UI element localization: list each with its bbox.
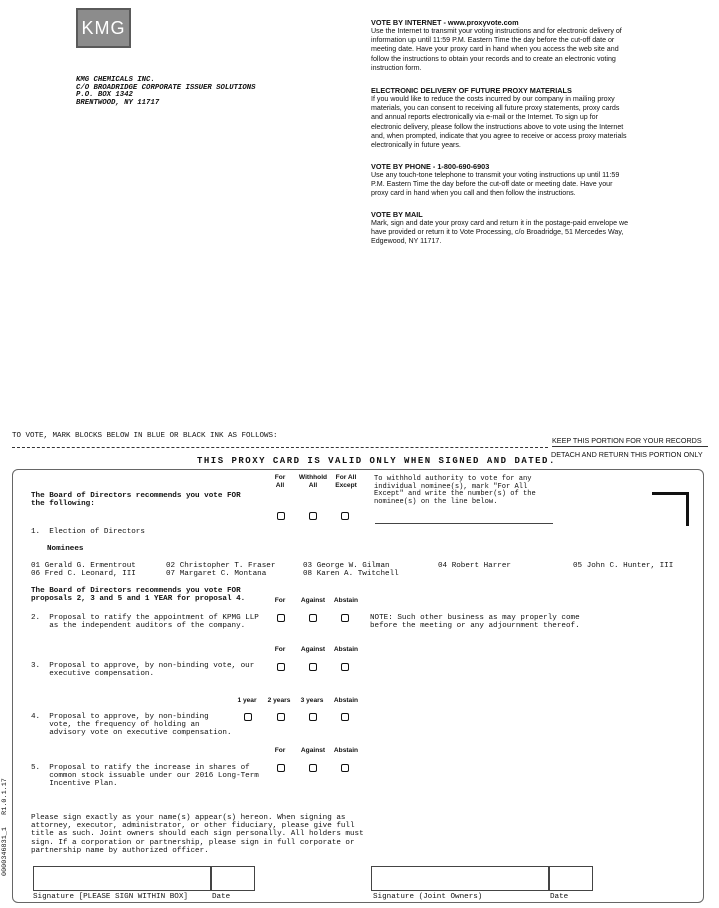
board-recommendation-1: The Board of Directors recommends you vote FOR the following: [31, 492, 241, 509]
mark-instructions: TO VOTE, MARK BLOCKS BELOW IN BLUE OR BLACK INK AS FOLLOWS: [12, 432, 278, 440]
for-all-except-checkbox[interactable] [341, 512, 349, 520]
p3-abstain-checkbox[interactable] [341, 663, 349, 671]
vote-by-phone-section: VOTE BY PHONE - 1-800-690-6903 Use any touch-tone telephone to transmit your voting instructions up until 11:59 P.M. Eastern Time the day before the cut-off date or meeting date. Have your proxy card in hand when you call and then follow the instructions. [371, 162, 671, 199]
p5-col-against: Against [300, 747, 326, 754]
nominee-05: 05 John C. Hunter, III [573, 562, 674, 570]
proposal-5-text: 5. Proposal to ratify the increase in shares of common stock issuable under our 2016 Long-Term Incentive Plan. [31, 764, 259, 789]
company-logo: KMG [76, 8, 131, 48]
p4-col-1year: 1 year [237, 697, 257, 704]
p2-against-checkbox[interactable] [309, 614, 317, 622]
joint-date-box[interactable] [549, 866, 593, 891]
nominee-06: 06 Fred C. Leonard, III [31, 570, 136, 578]
col-for-all: For All [274, 474, 286, 489]
p2-abstain-checkbox[interactable] [341, 614, 349, 622]
p4-abstain-checkbox[interactable] [341, 713, 349, 721]
exception-nominee-line[interactable] [375, 523, 553, 524]
corner-mark-icon [652, 492, 689, 526]
side-code: 0000346831_1 R1.0.1.17 [1, 778, 9, 876]
vote-by-internet-title: VOTE BY INTERNET - www.proxyvote.com [371, 18, 519, 27]
nominee-07: 07 Margaret C. Montana [166, 570, 267, 578]
p2-col-abstain: Abstain [333, 597, 359, 604]
nominee-03: 03 George W. Gilman [303, 562, 390, 570]
p5-abstain-checkbox[interactable] [341, 764, 349, 772]
proposal-2-text: 2. Proposal to ratify the appointment of KPMG LLP as the independent auditors of the company. [31, 614, 259, 631]
joint-date-label: Date [550, 893, 569, 901]
p3-for-checkbox[interactable] [277, 663, 285, 671]
p4-2years-checkbox[interactable] [277, 713, 285, 721]
nominee-04: 04 Robert Harrer [438, 562, 511, 570]
p3-col-against: Against [300, 646, 326, 653]
nominees-label: Nominees [47, 545, 84, 553]
p4-col-abstain: Abstain [333, 697, 359, 704]
p2-col-for: For [274, 597, 286, 604]
date-box[interactable] [211, 866, 255, 891]
joint-signature-label: Signature (Joint Owners) [373, 893, 483, 901]
p3-against-checkbox[interactable] [309, 663, 317, 671]
p2-col-against: Against [300, 597, 326, 604]
signature-box[interactable] [33, 866, 211, 891]
detach-portion-label: DETACH AND RETURN THIS PORTION ONLY [551, 450, 703, 459]
p2-for-checkbox[interactable] [277, 614, 285, 622]
note-text: NOTE: Such other business as may properly come before the meeting or any adjournment thereof. [370, 614, 580, 631]
p4-col-2years: 2 years [267, 697, 291, 704]
p5-for-checkbox[interactable] [277, 764, 285, 772]
election-of-directors-label: 1. Election of Directors [31, 528, 145, 536]
electronic-delivery-title: ELECTRONIC DELIVERY OF FUTURE PROXY MATERIALS [371, 86, 572, 95]
proposal-3-text: 3. Proposal to approve, by non-binding vote, our executive compensation. [31, 662, 255, 679]
col-withhold-all: Withhold All [298, 474, 328, 489]
nominee-08: 08 Karen A. Twitchell [303, 570, 399, 578]
detach-line [12, 447, 548, 448]
vote-by-mail-title: VOTE BY MAIL [371, 210, 423, 219]
vote-by-phone-title: VOTE BY PHONE - 1-800-690-6903 [371, 162, 490, 171]
p5-col-for: For [274, 747, 286, 754]
date-label: Date [212, 893, 231, 901]
board-recommendation-2: The Board of Directors recommends you vote FOR proposals 2, 3 and 5 and 1 YEAR for proposal 4. [31, 587, 246, 604]
p5-col-abstain: Abstain [333, 747, 359, 754]
withhold-all-checkbox[interactable] [309, 512, 317, 520]
p4-3years-checkbox[interactable] [309, 713, 317, 721]
for-all-checkbox[interactable] [277, 512, 285, 520]
sign-instructions: Please sign exactly as your name(s) appear(s) hereon. When signing as attorney, executor, administrator, or other fiduciary, please give full title as such. Joint owners should each sign personally. All holders must sign. If a corporation or partnership, please sign in full corporate or partnership name by authorized officer. [31, 814, 364, 855]
company-address: KMG CHEMICALS INC. C/O BROADRIDGE CORPORATE ISSUER SOLUTIONS P.O. BOX 1342 BRENTWOOD, NY 11717 [76, 76, 256, 107]
vote-by-internet-section: VOTE BY INTERNET - www.proxyvote.com Use the Internet to transmit your voting instructions and for electronic delivery of information up until 11:59 P.M. Eastern Time the day before the cut-off date or meeting date. Have your proxy card in hand when you access the web site and follow the instructions to obtain your records and to create an electronic voting instruction form. [371, 18, 671, 73]
col-for-all-except: For All Except [335, 474, 357, 489]
valid-only-notice: THIS PROXY CARD IS VALID ONLY WHEN SIGNED AND DATED. [197, 456, 556, 466]
nominee-02: 02 Christopher T. Fraser [166, 562, 276, 570]
withhold-note: To withhold authority to vote for any individual nominee(s), mark "For All Except" and write the number(s) of the nominee(s) on the line below. [374, 475, 536, 506]
p4-1year-checkbox[interactable] [244, 713, 252, 721]
nominee-01: 01 Gerald G. Ermentrout [31, 562, 136, 570]
p3-col-for: For [274, 646, 286, 653]
joint-signature-box[interactable] [371, 866, 549, 891]
electronic-delivery-section: ELECTRONIC DELIVERY OF FUTURE PROXY MATERIALS If you would like to reduce the costs incurred by our company in mailing proxy materials, you can consent to receiving all future proxy statements, proxy cards and annual reports electronically via e-mail or the Internet. To sign up for electronic delivery, please follow the instructions above to vote using the Internet and, when prompted, indicate that you agree to receive or access proxy materials electronically in future years. [371, 86, 671, 150]
p3-col-abstain: Abstain [333, 646, 359, 653]
signature-label: Signature [PLEASE SIGN WITHIN BOX] [33, 893, 188, 901]
keep-portion-label: KEEP THIS PORTION FOR YOUR RECORDS [552, 436, 708, 447]
p5-against-checkbox[interactable] [309, 764, 317, 772]
proposal-4-text: 4. Proposal to approve, by non-binding vote, the frequency of holding an advisory vote on executive compensation. [31, 713, 232, 738]
vote-by-mail-section: VOTE BY MAIL Mark, sign and date your proxy card and return it in the postage-paid envelope we have provided or return it to Vote Processing, c/o Broadridge, 51 Mercedes Way, Edgewood, NY 11717. [371, 210, 671, 247]
p4-col-3years: 3 years [300, 697, 324, 704]
